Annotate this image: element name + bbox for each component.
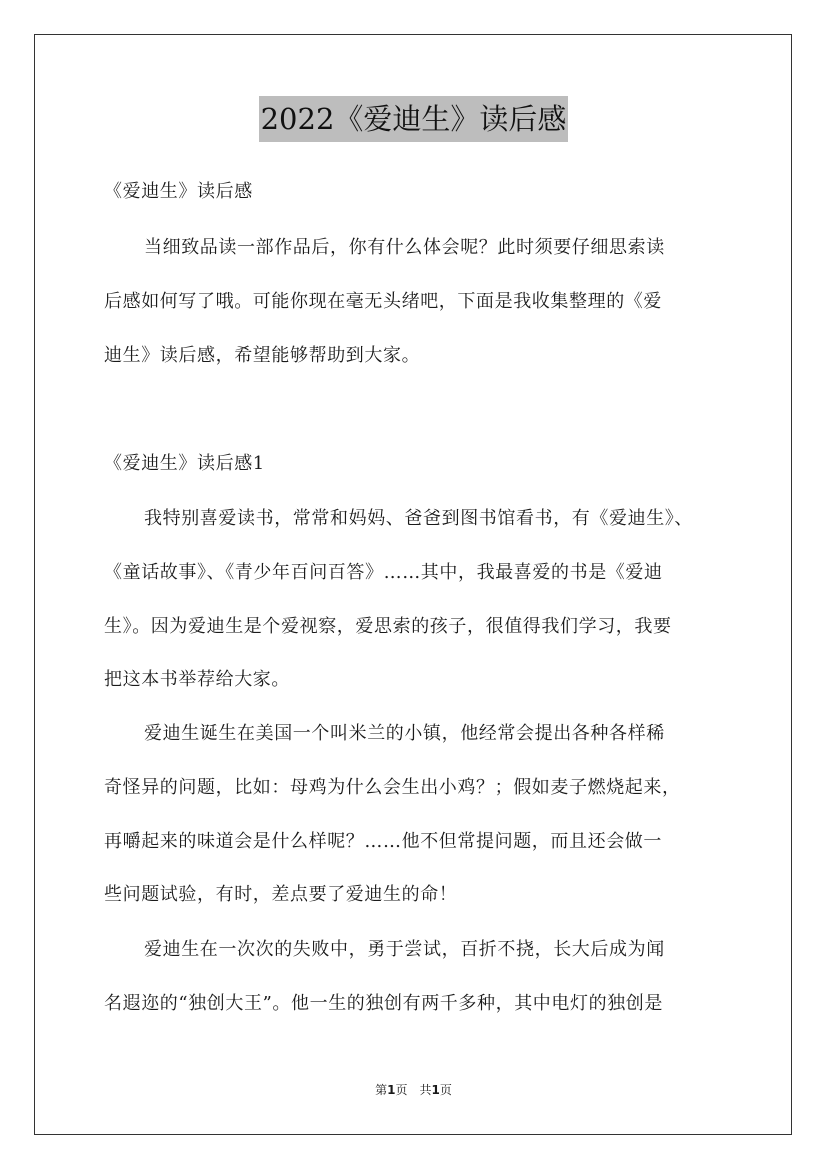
footer-page-total: 1 bbox=[431, 1083, 440, 1097]
page-footer bbox=[0, 1082, 827, 1098]
footer-suffix: 页 bbox=[439, 1083, 452, 1097]
intro-line-2: 后感如何写了哦。可能你现在毫无头绪吧，下面是我收集整理的《爱 bbox=[104, 291, 662, 312]
document-title: 2022《爱迪生》读后感 bbox=[259, 96, 569, 142]
para2-line-4: 些问题试验，有时，差点要了爱迪生的命！ bbox=[104, 884, 458, 905]
para2-line-2: 奇怪异的问题，比如：母鸡为什么会生出小鸡？；假如麦子燃烧起来， bbox=[104, 777, 681, 798]
para1-line-4: 把这本书举荐给大家。 bbox=[104, 669, 290, 690]
para2-line-1: 爱迪生诞生在美国一个叫米兰的小镇，他经常会提出各种各样稀 bbox=[144, 723, 665, 744]
footer-page-number: 1 bbox=[387, 1083, 396, 1097]
para3-line-1: 爱迪生在一次次的失败中，勇于尝试，百折不挠，长大后成为闻 bbox=[144, 939, 665, 960]
intro-line-1: 当细致品读一部作品后，你有什么体会呢？此时须要仔细思索读 bbox=[144, 237, 665, 258]
footer-prefix: 第 bbox=[375, 1083, 388, 1097]
subtitle: 《爱迪生》读后感 bbox=[104, 181, 253, 202]
para1-line-3: 生》。因为爱迪生是个爱视察，爱思索的孩子，很值得我们学习，我要 bbox=[104, 616, 672, 637]
title-container bbox=[0, 96, 827, 142]
para2-line-3: 再嚼起来的味道会是什么样呢？……他不但常提问题，而且还会做一 bbox=[104, 831, 662, 852]
para1-line-1: 我特别喜爱读书，常常和妈妈、爸爸到图书馆看书，有《爱迪生》、 bbox=[144, 508, 693, 529]
section-heading: 《爱迪生》读后感1 bbox=[104, 453, 265, 474]
para3-line-2: 名遐迩的“独创大王”。他一生的独创有两千多种，其中电灯的独创是 bbox=[104, 993, 664, 1014]
para1-line-2: 《童话故事》、《青少年百问百答》……其中，我最喜爱的书是《爱迪 bbox=[104, 562, 663, 583]
footer-mid: 页 共 bbox=[395, 1083, 432, 1097]
intro-line-3: 迪生》读后感，希望能够帮助到大家。 bbox=[104, 345, 421, 366]
